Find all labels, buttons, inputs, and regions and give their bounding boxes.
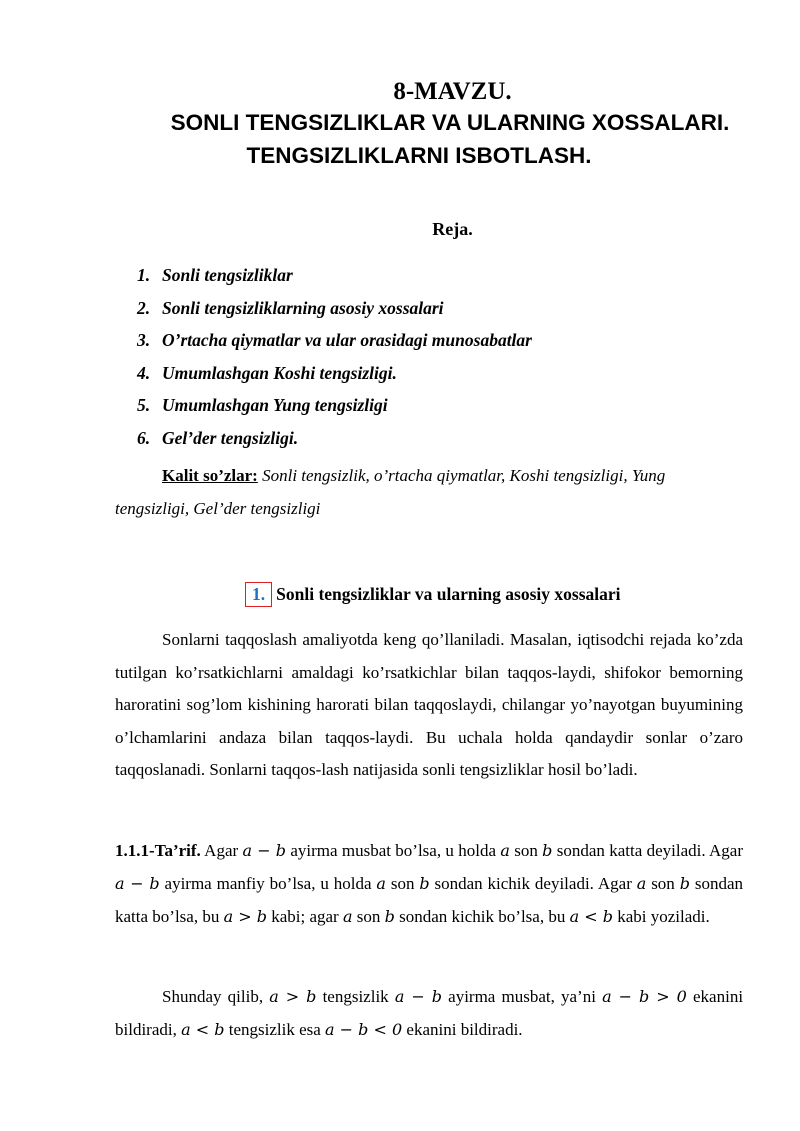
math-expression: a − b xyxy=(242,841,286,860)
plan-item xyxy=(137,329,532,362)
math-expression: a > b xyxy=(269,987,317,1006)
definition-text: son xyxy=(356,907,381,926)
plan-item-number: 5. xyxy=(137,395,151,415)
definition-text: ayirma manfiy bo’lsa, u holda xyxy=(164,874,372,893)
plan-item xyxy=(137,394,532,427)
definition-text: kabi yoziladi. xyxy=(617,907,710,926)
math-variable: b xyxy=(419,874,430,893)
math-expression: a < b xyxy=(569,907,613,926)
plan-item-number: 3. xyxy=(137,330,151,350)
plan-item xyxy=(137,264,532,297)
topic-number: 8-MAVZU. xyxy=(393,78,512,105)
conclusion-text: ekanini bildiradi. xyxy=(406,1019,523,1039)
definition-text: son xyxy=(514,841,538,860)
plan-list xyxy=(137,264,532,459)
plan-heading: Reja. xyxy=(432,219,473,239)
section-title: Sonli tengsizliklar va ularning asosiy xossalari xyxy=(276,584,621,604)
plan-item-text: Umumlashgan Koshi tengsizligi. xyxy=(162,362,397,383)
math-expression: a − b > 0 xyxy=(602,987,687,1006)
plan-item xyxy=(137,362,532,395)
plan-item-text: Sonli tengsizliklar xyxy=(162,265,293,285)
plan-item-text: O’rtacha qiymatlar va ular orasidagi munosabatlar xyxy=(162,330,532,350)
conclusion-paragraph xyxy=(115,981,743,1046)
math-expression: a − b xyxy=(394,987,442,1006)
plan-item-number: 4. xyxy=(137,362,151,383)
definition-text: sondan kichik bo’lsa, bu xyxy=(399,907,566,926)
definition-text: sondan katta deyiladi. Agar xyxy=(556,841,743,860)
page-subtitle: TENGSIZLIKLARNI ISBOTLASH. xyxy=(246,143,592,168)
math-variable: b xyxy=(542,841,553,860)
definition-label: 1.1.1-Ta’rif. xyxy=(115,841,201,860)
math-variable: b xyxy=(679,874,690,893)
conclusion-text: ekanini bildiradi, xyxy=(115,987,744,1039)
intro-paragraph: Sonlarni taqqoslash amaliyotda keng qo’llaniladi. Masalan, iqtisodchi rejada ko’zda tutilgan ko’rsatkichlarni amaldagi ko’rsatkichlar bilan taqqos-laydi, shifokor bemorning haroratini sog’lom kishining harorati bilan taqqoslaydi, chilangar yo’nayotgan buyumining o’lchamlarini andaza bilan taqqos-laydi. Bu uchala holda qandaydir sonlar o’zaro taqqoslanadi. Sonlarni taqqos-lash natijasida sonli tengsizliklar hosil bo’ladi. xyxy=(115,630,743,780)
conclusion-text: ayirma musbat, ya’ni xyxy=(448,987,596,1006)
plan-item-text: Gel’der tengsizligi. xyxy=(162,427,299,448)
page-title: SONLI TENGSIZLIKLAR VA ULARNING XOSSALARI. xyxy=(170,110,730,135)
section-number: 1. xyxy=(245,582,272,607)
math-variable: a xyxy=(500,841,510,860)
plan-item-text: Umumlashgan Yung tengsizligi xyxy=(162,395,388,415)
math-variable: b xyxy=(384,907,395,926)
math-expression: a − b xyxy=(115,874,160,893)
definition-text: kabi; agar xyxy=(271,907,339,926)
plan-item-number: 2. xyxy=(137,297,151,318)
definition-text: Agar xyxy=(204,841,239,860)
math-expression: a < b xyxy=(181,1019,225,1039)
conclusion-text: tengsizlik esa xyxy=(228,1019,321,1039)
conclusion-text: Shunday qilib, xyxy=(162,987,264,1006)
section-heading xyxy=(245,582,621,607)
plan-item xyxy=(137,297,532,330)
definition-text: son xyxy=(390,874,415,893)
definition-text: sondan katta bo’lsa, bu xyxy=(115,874,744,926)
definition-text: son xyxy=(651,874,675,893)
conclusion-text: tengsizlik xyxy=(322,987,389,1006)
math-expression: a − b < 0 xyxy=(325,1019,403,1039)
math-variable: a xyxy=(376,874,386,893)
math-variable: a xyxy=(636,874,647,893)
definition-text: ayirma musbat bo’lsa, u holda xyxy=(290,841,497,860)
math-expression: a > b xyxy=(223,907,267,926)
keywords-text: Sonli tengsizlik, o’rtacha qiymatlar, Koshi tengsizligi, Yung tengsizligi, Gel’der tengsizligi xyxy=(115,466,666,518)
definition-text: sondan kichik deyiladi. Agar xyxy=(434,874,632,893)
plan-item-number: 1. xyxy=(137,265,151,285)
definition-paragraph xyxy=(115,834,743,933)
plan-item-number: 6. xyxy=(137,427,151,448)
plan-item xyxy=(137,427,532,460)
math-variable: a xyxy=(342,907,353,926)
plan-item-text: Sonli tengsizliklarning asosiy xossalari xyxy=(162,297,444,318)
keywords-block xyxy=(115,459,727,525)
keywords-label: Kalit so’zlar: xyxy=(162,466,258,485)
